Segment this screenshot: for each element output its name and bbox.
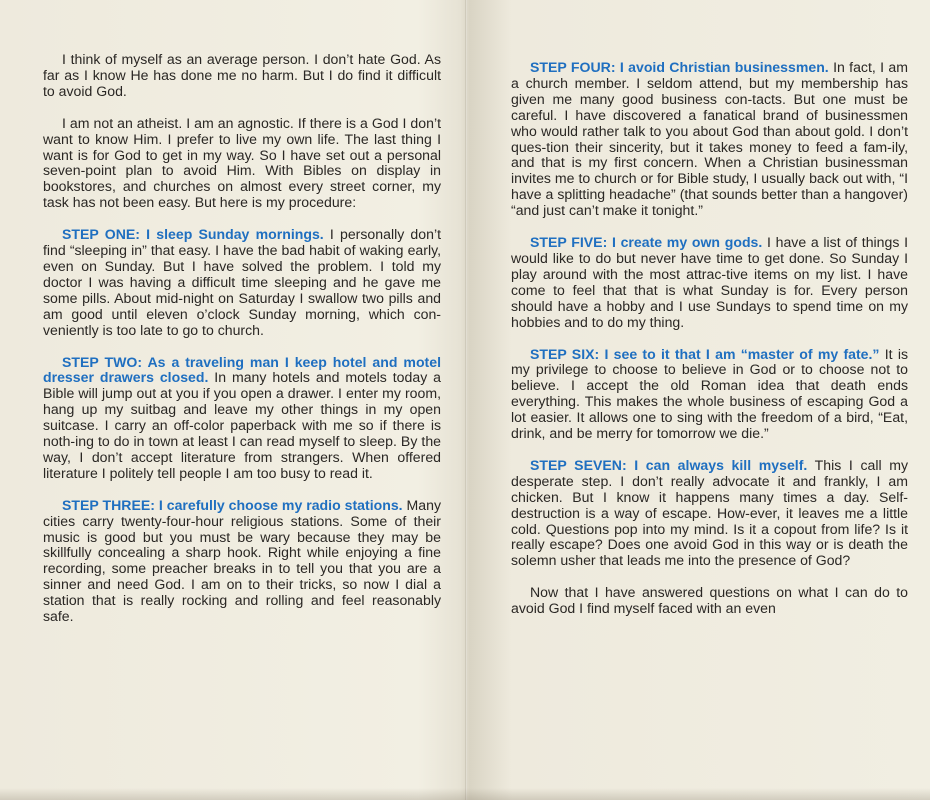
step-six-heading: STEP SIX: I see to it that I am “master of my fate.” [530,345,880,362]
step-seven-heading: STEP SEVEN: I can always kill myself. [530,456,808,473]
step-three-paragraph [43,498,441,625]
step-seven-text: This I call my desperate step. I don’t really advocate it and frankly, I am chicken. But I know it happens many times a day. Self-destruction is a way of escape. How-ever, it leaves me a little cold. Questions pop into my mind. Is it a copout from life? Is it really escape? Does one avoid God in this way or is death the solemn usher that leads me into the presence of God? [511,456,908,569]
step-seven-paragraph [511,458,908,569]
paragraph-text: I am not an atheist. I am an agnostic. If there is a God I don’t want to know Him. I prefer to live my own life. The last thing I want is for God to get in my way. So I have set out a personal seven-point plan to avoid Him. With Bibles on display in bookstores, and churches on almost every street corner, my task has not been easy. But here is my procedure: [43,114,441,211]
step-four-paragraph [511,60,908,219]
step-five-text: I have a list of things I would like to do but never have time to get done. So Sunday I play around with the most attrac-tive items on my list. I have come to feel that that is what Sunday is for. Every person should have a hobby and I use Sundays to spend time on my hobbies and to do my thing. [511,234,909,330]
step-one-text: I personally don’t find “sleeping in” that easy. I have the bad habit of waking early, even on Sunday. But I have solved the problem. I told my doctor I was having a difficult time sleeping and he gave me some pills. About mid-night on Saturday I swallow two pills and am good until eleven o’clock Sunday morning, which con-veniently is too late to go to church. [43,226,441,338]
step-two-heading: STEP TWO: As a traveling man I keep hotel and motel dresser drawers closed. [43,353,441,386]
step-two-paragraph [43,355,441,482]
right-page [467,0,930,800]
step-four-text: In fact, I am a church member. I seldom attend, but my membership has given me many good business con-tacts. But one must be careful. I have discovered a fanatical brand of businessmen who would rather talk to you about God than about gold. I don’t ques-tion their sincerity, but it takes money to feed a fam-ily, and that is my first concern. When a Christian businessman invites me to church or for Bible study, I usually back out with, “I have a splitting headache” (that sounds better than a hangover) “and just can’t make it tonight.” [511,59,908,219]
left-paragraph-2 [43,116,441,211]
closing-text: Now that I have answered questions on what I can do to avoid God I find myself faced with an even [511,584,908,617]
step-four-heading: STEP FOUR: I avoid Christian businessmen. [530,59,829,75]
step-six-paragraph [511,347,908,442]
step-six-text: It is my privilege to choose to believe in God or to choose not to believe. I accept the old Roman idea that death ends everything. This makes the whole business of escaping God a lot easier. It allows one to sing with the freedom of a bird, “Eat, drink, and be merry for tomorrow we die.” [511,345,909,442]
step-one-paragraph [43,227,441,338]
closing-paragraph [511,585,908,617]
step-five-heading: STEP FIVE: I create my own gods. [530,234,763,251]
left-paragraph-1 [43,52,441,100]
step-two-text: In many hotels and motels today a Bible will jump out at you if you open a drawer. I enter my room, hang up my suitbag and leave my other things in my open suitcase. I carry an off-color paperback with me so if there is noth-ing to do in town at least I can read myself to sleep. By the way, I don’t accept literature from strangers. When offered literature I politely tell people I am too busy to read it. [43,369,441,481]
paragraph-text: I think of myself as an average person. I don’t hate God. As far as I know He has done me no harm. But I do find it difficult to avoid God. [43,51,441,99]
step-five-paragraph [511,235,908,330]
step-three-text: Many cities carry twenty-four-hour religious stations. Some of their music is good but you must be wary because they may be skillfully concealing a sharp hook. Right while enjoying a fine recording, some preacher breaks in to tell you that you are a sinner and need God. I am on to their tricks, so now I dial a station that is really rocking and rolling and feel reasonably safe. [43,496,441,625]
step-one-heading: STEP ONE: I sleep Sunday mornings. [62,226,324,243]
step-three-heading: STEP THREE: I carefully choose my radio stations. [62,496,403,513]
